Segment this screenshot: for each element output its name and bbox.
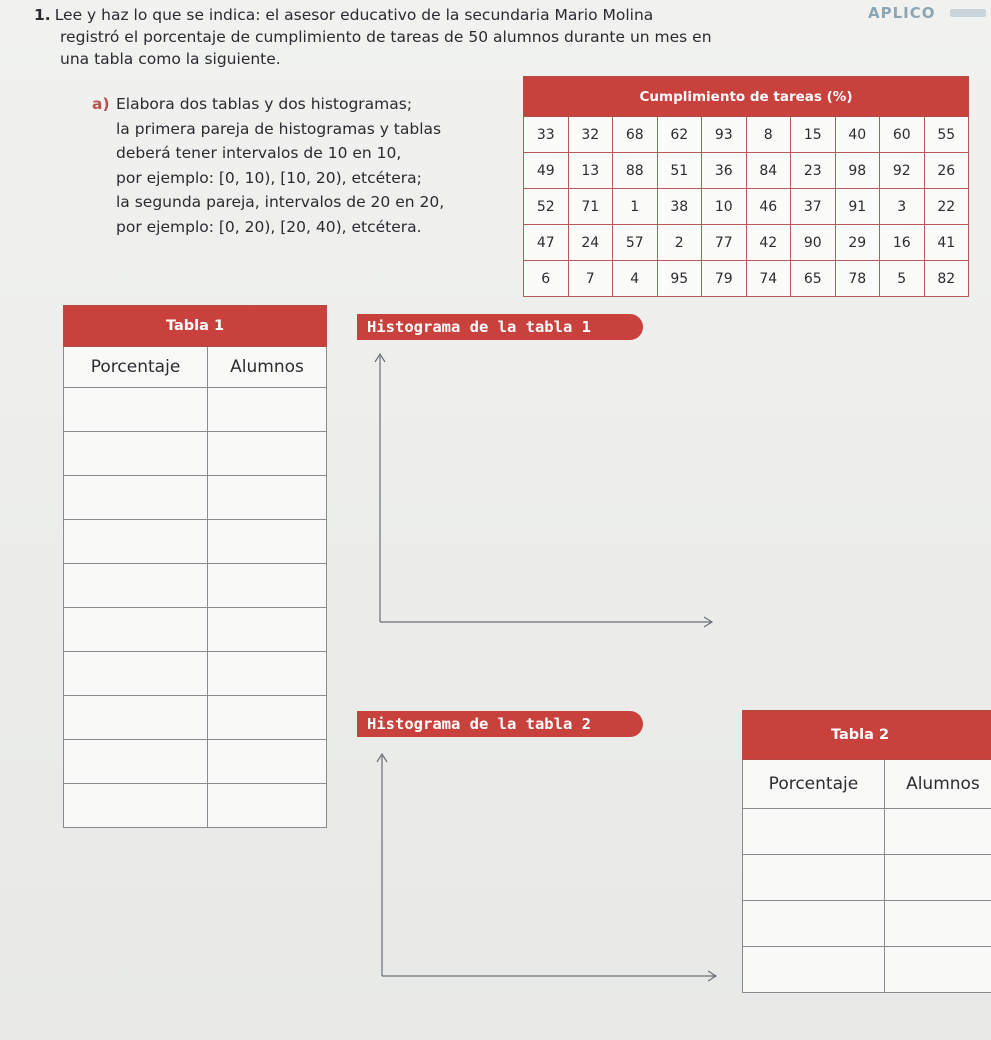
section-badge: APLICO <box>868 4 936 22</box>
compliance-cell: 5 <box>880 261 925 297</box>
histogram-2-axes <box>377 754 716 981</box>
intro-line-2: registró el porcentaje de cumplimiento de tareas de 50 alumnos durante un mes en <box>60 28 712 46</box>
tabla-2-answer-row <box>743 809 991 855</box>
tabla-1-col-porcentaje: Porcentaje <box>64 347 208 388</box>
histogram-1-label: Histograma de la tabla 1 <box>357 314 643 340</box>
compliance-cell: 32 <box>568 117 613 153</box>
tabla-2-alumnos-cell[interactable] <box>884 855 991 901</box>
compliance-cell: 91 <box>835 189 880 225</box>
compliance-cell: 77 <box>702 225 747 261</box>
tabla-2-alumnos-cell[interactable] <box>884 901 991 947</box>
compliance-cell: 84 <box>746 153 791 189</box>
compliance-cell: 52 <box>524 189 569 225</box>
compliance-cell: 88 <box>613 153 658 189</box>
tabla-2-answer-row <box>743 947 991 993</box>
tabla-2 <box>742 710 991 993</box>
compliance-cell: 68 <box>613 117 658 153</box>
compliance-cell: 1 <box>613 189 658 225</box>
compliance-cell: 22 <box>924 189 969 225</box>
histogram-2-label: Histograma de la tabla 2 <box>357 711 643 737</box>
task-line-6: por ejemplo: [0, 20), [20, 40), etcétera. <box>116 217 422 236</box>
compliance-cell: 36 <box>702 153 747 189</box>
compliance-cell: 38 <box>657 189 702 225</box>
compliance-cell: 55 <box>924 117 969 153</box>
tabla-1-col-alumnos: Alumnos <box>208 347 327 388</box>
compliance-cell: 92 <box>880 153 925 189</box>
compliance-cell: 90 <box>791 225 836 261</box>
tabla-2-col-porcentaje: Porcentaje <box>743 760 885 809</box>
tabla-1-title: Tabla 1 <box>64 306 327 347</box>
compliance-cell: 42 <box>746 225 791 261</box>
compliance-cell: 79 <box>702 261 747 297</box>
task-line-5: la segunda pareja, intervalos de 20 en 20, <box>116 193 445 211</box>
exercise-number: 1. <box>34 6 51 24</box>
compliance-cell: 98 <box>835 153 880 189</box>
compliance-cell: 51 <box>657 153 702 189</box>
compliance-cell: 78 <box>835 261 880 297</box>
tabla-2-body <box>743 760 991 993</box>
compliance-cell: 82 <box>924 261 969 297</box>
compliance-cell: 95 <box>657 261 702 297</box>
tabla-2-porcentaje-cell[interactable] <box>743 809 885 855</box>
task-line-3: deberá tener intervalos de 10 en 10, <box>116 144 402 162</box>
compliance-cell: 49 <box>524 153 569 189</box>
tabla-2-answer-row <box>743 901 991 947</box>
task-line-2: la primera pareja de histogramas y tablas <box>116 119 442 138</box>
compliance-cell: 57 <box>613 225 658 261</box>
compliance-cell: 24 <box>568 225 613 261</box>
compliance-cell: 26 <box>924 153 969 189</box>
tabla-2-porcentaje-cell[interactable] <box>743 901 885 947</box>
compliance-cell: 7 <box>568 261 613 297</box>
compliance-cell: 71 <box>568 189 613 225</box>
compliance-cell: 16 <box>880 225 925 261</box>
compliance-cell: 37 <box>791 189 836 225</box>
tabla-2-alumnos-cell[interactable] <box>884 947 991 993</box>
compliance-cell: 60 <box>880 117 925 153</box>
tabla-2-col-alumnos: Alumnos <box>884 760 991 809</box>
tabla-2-alumnos-cell[interactable] <box>884 809 991 855</box>
compliance-cell: 46 <box>746 189 791 225</box>
histogram-1-axes <box>375 354 712 627</box>
compliance-cell: 3 <box>880 189 925 225</box>
intro-line-3: una tabla como la siguiente. <box>60 50 281 68</box>
task-line-4: por ejemplo: [0, 10), [10, 20), etcétera; <box>116 168 422 187</box>
compliance-cell: 47 <box>524 225 569 261</box>
intro-line-1: 1. Lee y haz lo que se indica: el asesor educativo de la secundaria Mario Molina <box>34 6 654 24</box>
compliance-cell: 93 <box>702 117 747 153</box>
compliance-cell: 62 <box>657 117 702 153</box>
compliance-table-title: Cumplimiento de tareas (%) <box>524 77 969 117</box>
compliance-cell: 2 <box>657 225 702 261</box>
compliance-cell: 13 <box>568 153 613 189</box>
compliance-cell: 33 <box>524 117 569 153</box>
compliance-cell: 4 <box>613 261 658 297</box>
compliance-cell: 40 <box>835 117 880 153</box>
compliance-cell: 65 <box>791 261 836 297</box>
tabla-2-answer-row <box>743 855 991 901</box>
compliance-cell: 41 <box>924 225 969 261</box>
task-letter: a) <box>92 95 110 113</box>
compliance-cell: 23 <box>791 153 836 189</box>
tabla-2-porcentaje-cell[interactable] <box>743 855 885 901</box>
tabla-2-title: Tabla 2 <box>743 711 991 760</box>
compliance-cell: 74 <box>746 261 791 297</box>
compliance-cell: 10 <box>702 189 747 225</box>
compliance-cell: 29 <box>835 225 880 261</box>
compliance-cell: 6 <box>524 261 569 297</box>
tabla-2-porcentaje-cell[interactable] <box>743 947 885 993</box>
compliance-cell: 8 <box>746 117 791 153</box>
task-line-1: Elabora dos tablas y dos histogramas; <box>116 95 413 113</box>
compliance-cell: 15 <box>791 117 836 153</box>
